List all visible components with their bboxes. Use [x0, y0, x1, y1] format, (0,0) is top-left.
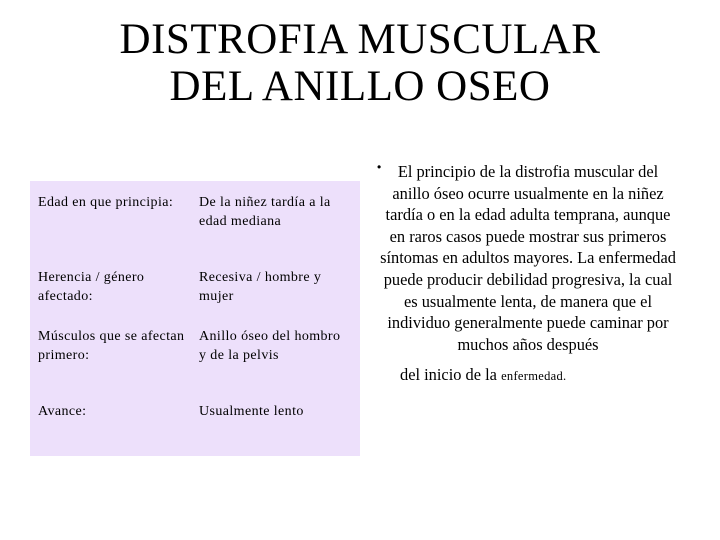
- description-tail-small: enfermedad.: [501, 369, 567, 384]
- row-label-muscles: Músculos que se afectan primero:: [38, 329, 185, 363]
- row-label-onset: Edad en que principia:: [38, 195, 174, 210]
- row-value-onset: De la niñez tardía a la edad mediana: [199, 195, 331, 229]
- description-tail-main: del inicio de la: [400, 365, 497, 385]
- row-value-progress: Usualmente lento: [199, 404, 304, 419]
- row-value-muscles: Anillo óseo del hombro y de la pelvis: [199, 329, 341, 363]
- bullet-marker: •: [377, 160, 382, 174]
- slide-title: [0, 16, 720, 110]
- description-tail: [378, 364, 678, 388]
- row-label-progress: Avance:: [38, 404, 87, 419]
- row-value-inheritance: Recesiva / hombre y mujer: [199, 270, 322, 304]
- description-paragraph: [378, 161, 678, 388]
- title-line-2: DEL ANILLO OSEO: [169, 63, 551, 110]
- row-label-inheritance: Herencia / género afectado:: [38, 270, 145, 304]
- title-line-1: DISTROFIA MUSCULAR: [119, 16, 601, 63]
- description-text: El principio de la distrofia muscular del anillo óseo ocurre usualmente en la niñez tardía o en la edad adulta temprana, aunque en raros casos puede mostrar sus primeros síntomas en adultos mayores. La enfermedad puede producir debilidad progresiva, la cual es usualmente lenta, de manera que el individuo generalmente puede caminar por muchos años después: [380, 162, 676, 354]
